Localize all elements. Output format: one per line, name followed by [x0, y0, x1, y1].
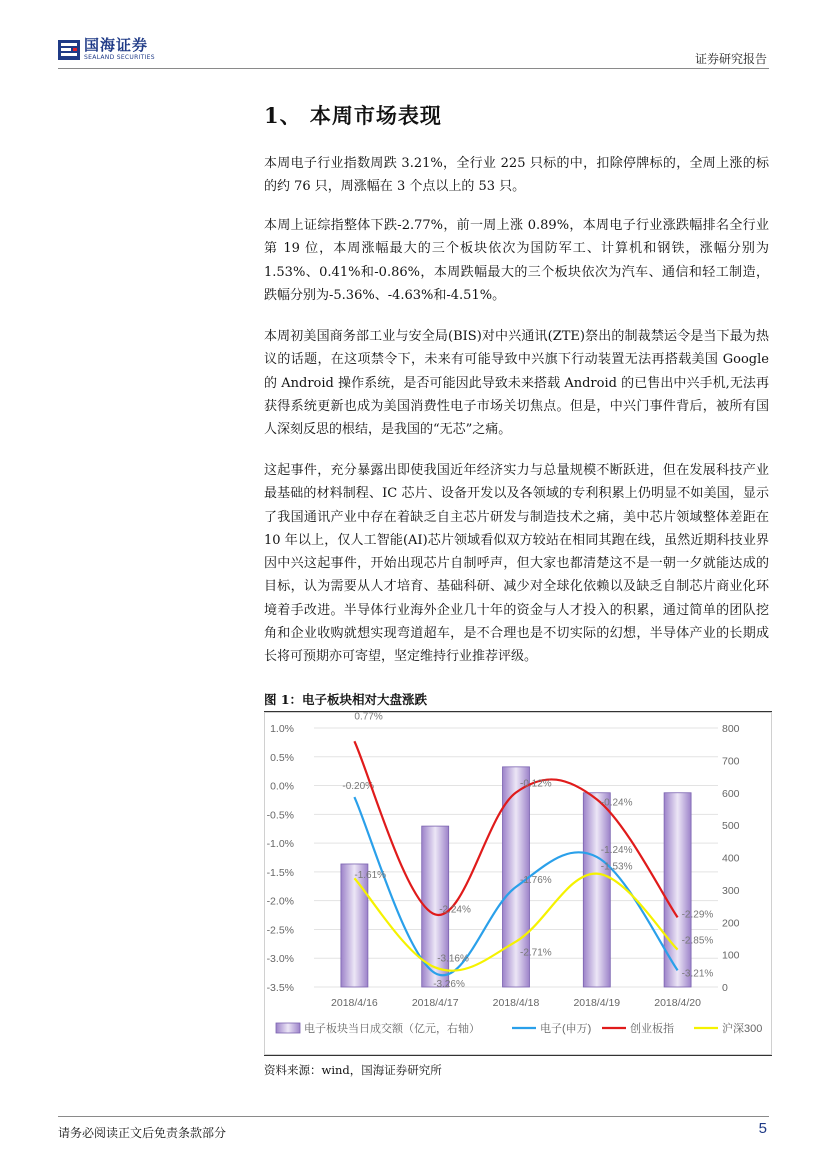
- legend-label: 创业板指: [630, 1023, 674, 1035]
- paragraph-1: 本周电子行业指数周跌 3.21%，全行业 225 只标的中，扣除停牌标的，全周上涨的标的约 76 只，周涨幅在 3 个点以上的 53 只。: [264, 156, 769, 195]
- left-axis-tick-label: 0.0%: [270, 780, 294, 793]
- header-divider: [58, 68, 769, 69]
- legend-swatch-bar: [276, 1023, 300, 1033]
- data-label: -1.61%: [354, 870, 387, 882]
- logo-icon: [58, 39, 80, 61]
- logo-chinese-name: 国海证券: [84, 36, 149, 54]
- legend-label: 电子板块当日成交额（亿元，右轴）: [304, 1023, 480, 1035]
- right-axis-tick-label: 0: [722, 982, 728, 994]
- chart-svg: [264, 712, 772, 1055]
- data-label: -2.85%: [681, 935, 714, 947]
- data-label: -1.24%: [600, 844, 633, 856]
- left-axis-tick-label: -3.0%: [266, 953, 294, 966]
- right-axis-tick-label: 500: [722, 820, 740, 833]
- left-axis-tick-label: -3.5%: [266, 982, 294, 994]
- volume-bar: [664, 793, 691, 987]
- x-axis-tick-label: 2018/4/17: [411, 997, 459, 1009]
- left-axis-tick-label: 1.0%: [270, 723, 294, 735]
- data-label: -1.76%: [520, 874, 552, 886]
- data-label: -3.16%: [437, 953, 469, 965]
- data-label: -1.53%: [600, 861, 633, 873]
- footer-divider: [58, 1116, 769, 1117]
- left-axis-tick-label: -1.5%: [266, 866, 294, 879]
- x-axis-tick-label: 2018/4/16: [331, 997, 378, 1009]
- left-axis-tick-label: 0.5%: [270, 751, 294, 764]
- volume-bar: [341, 864, 368, 987]
- data-label: 0.77%: [354, 712, 383, 723]
- data-label: -0.12%: [520, 778, 552, 790]
- section-title: 1、 本周市场表现: [264, 103, 442, 128]
- data-label: -0.24%: [600, 797, 633, 809]
- x-axis-tick-label: 2018/4/19: [573, 997, 621, 1009]
- right-axis-tick-label: 700: [722, 755, 740, 768]
- volume-bar: [583, 793, 610, 987]
- right-axis-tick-label: 300: [722, 884, 740, 897]
- paragraph-4: 这起事件，充分暴露出即使我国近年经济实力与总量规模不断跃进，但在发展科技产业最基础的材料制程、IC 芯片、设备开发以及各领域的专利积累上仍明显不如美国，显示了我国通讯产业中存在着缺乏自主芯片研发与制造技术之痛，美中芯片领域整体差距在 10 年以上，仅人工智能(AI)芯片领域看似双方较站在相同其跑在线，虽然近期科技业界因中兴这起事件，开始出现芯片自制呼声，但大家也都清楚这不是一朝一夕就能达成的目标，认为需要从人才培育、基础科研、减少对全球化依赖以及缺乏自制芯片商业化环境着手改进。半导体行业海外企业几十年的资金与人才投入的积累，通过简单的团队挖角和企业收购就想实现弯道超车，是不合理也是不切实际的幻想，半导体产业的长期成长将可预期亦可寄望，坚定维持行业推荐评级。: [264, 463, 769, 665]
- x-axis-tick-label: 2018/4/18: [492, 997, 540, 1009]
- x-axis-tick-label: 2018/4/20: [654, 997, 701, 1009]
- data-label: -2.24%: [439, 904, 471, 916]
- left-axis-tick-label: -2.0%: [266, 895, 294, 908]
- figure-bottom-rule: [264, 1055, 772, 1056]
- logo-english-name: SEALAND SECURITIES: [84, 54, 155, 61]
- data-label: -0.20%: [342, 781, 375, 793]
- left-axis-tick-label: -2.5%: [266, 924, 294, 937]
- figure-title: 图 1：电子板块相对大盘涨跌: [264, 692, 428, 707]
- page-number: 5: [758, 1120, 767, 1137]
- right-axis-tick-label: 600: [722, 787, 740, 800]
- right-axis-tick-label: 800: [722, 723, 740, 735]
- right-axis-tick-label: 100: [722, 949, 740, 962]
- figure-source: 资料来源：wind，国海证券研究所: [264, 1063, 442, 1077]
- paragraph-2: 本周上证综指整体下跌-2.77%，前一周上涨 0.89%，本周电子行业涨跌幅排名全行业第 19 位，本周涨幅最大的三个板块依次为国防军工、计算机和钢铁，涨幅分别为 1.53%、0.41%和-0.86%，本周跌幅最大的三个板块依次为汽车、通信和轻工制造，跌幅分别为-5.36%、-4.63%和-4.51%。: [264, 218, 769, 303]
- paragraph-3: 本周初美国商务部工业与安全局(BIS)对中兴通讯(ZTE)祭出的制裁禁运令是当下最为热议的话题，在这项禁令下，未来有可能导致中兴旗下行动装置无法再搭载美国 Google 的 Android 操作系统，是否可能因此导致未来搭载 Android 的已售出中兴手机,无法再获得系统更新也成为美国消费性电子市场关切焦点。但是，中兴门事件背后，被所有国人深刻反思的根结，是我国的“无芯”之痛。: [264, 329, 769, 438]
- page-header: [0, 0, 827, 70]
- right-axis-tick-label: 200: [722, 917, 740, 930]
- right-axis-tick-label: 400: [722, 852, 740, 865]
- legend-label: 沪深300: [722, 1023, 763, 1035]
- data-label: -3.26%: [433, 979, 465, 991]
- left-axis-tick-label: -0.5%: [266, 809, 294, 822]
- data-label: -3.21%: [681, 968, 714, 980]
- report-type: 证券研究报告: [694, 52, 767, 66]
- data-label: -2.71%: [520, 947, 552, 959]
- company-logo: [58, 38, 155, 61]
- data-label: -2.29%: [681, 909, 714, 921]
- left-axis-tick-label: -1.0%: [266, 838, 294, 851]
- footer-disclaimer: 请务必阅读正文后免责条款部分: [58, 1126, 227, 1140]
- chart-container: [264, 712, 772, 1055]
- legend-label: 电子(申万): [540, 1023, 592, 1035]
